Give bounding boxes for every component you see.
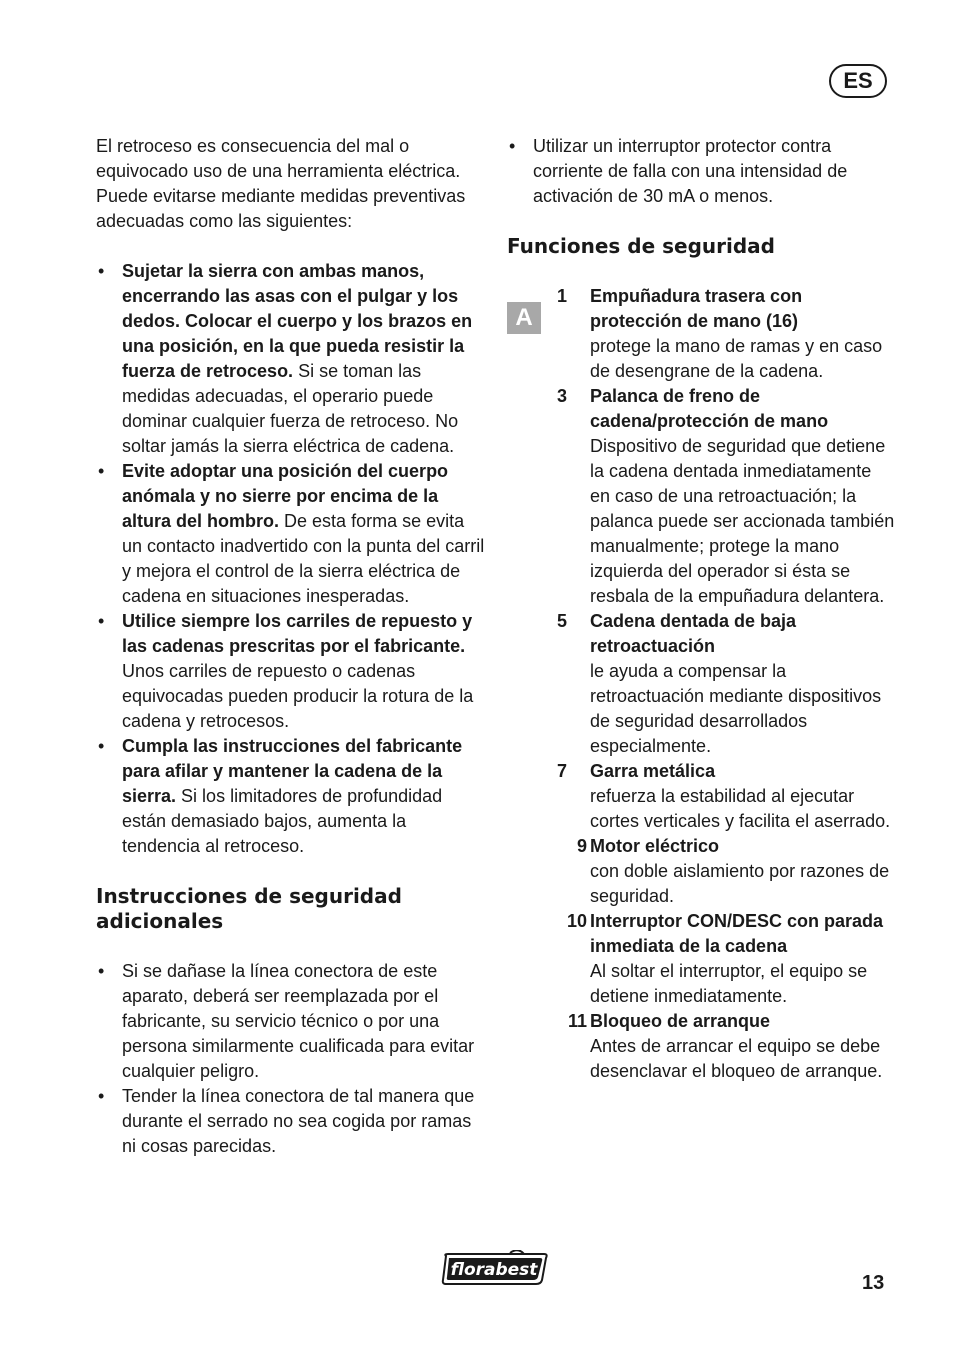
item-description: Al soltar el interruptor, el equipo se detiene inmediatamente. [590, 961, 868, 1006]
additional-safety-list [96, 959, 488, 1159]
item-description: refuerza la estabilidad al ejecutar cortes verticales y facilita el aserrado. [590, 786, 891, 831]
item-number: 3 [557, 386, 568, 406]
section-heading-safety-functions: Funciones de seguridad [507, 234, 775, 258]
rcd-list [507, 134, 895, 209]
list-item [96, 609, 488, 734]
item-title: Empuñadura trasera con protección de mano (16) [590, 286, 803, 331]
item-description: le ayuda a compensar la retroactuación mediante dispositivos de seguridad desarrollados especialmente. [590, 661, 882, 756]
safety-functions-list [557, 284, 895, 1084]
safety-function-item [557, 284, 895, 384]
item-title: Interruptor CON/DESC con parada inmediata de la cadena [590, 911, 884, 956]
list-item: • Si se dañase la línea conectora de este aparato, deberá ser reemplazada por el fabricante, su servicio técnico o por una persona similarmente cualificada para evitar cualquier peligro. [96, 959, 488, 1084]
bullet-emphasis: Cumpla las instrucciones del fabricante para afilar y mantener la cadena de la sierra. [122, 736, 463, 806]
intro-paragraph: El retroceso es consecuencia del mal o equivocado uso de una herramienta eléctrica. Puede evitarse mediante medidas preventivas adecuadas como las siguientes: [96, 136, 466, 231]
safety-functions-section [507, 284, 895, 1084]
page-number: 13 [862, 1272, 885, 1294]
item-title: Cadena dentada de baja retroactuación [590, 611, 797, 656]
bullet-text: Unos carriles de repuesto o cadenas equivocadas pueden producir la rotura de la cadena y retrocesos. [122, 661, 474, 731]
list-item: • Utilizar un interruptor protector contra corriente de falla con una intensidad de activación de 30 mA o menos. [507, 134, 895, 209]
item-description: Antes de arrancar el equipo se debe desenclavar el bloqueo de arranque. [590, 1036, 883, 1081]
item-description: protege la mano de ramas y en caso de desengrane de la cadena. [590, 336, 883, 381]
item-title: Palanca de freno de cadena/protección de mano [590, 386, 829, 431]
list-item: • Tender la línea conectora de tal manera que durante el serrado no sea cogida por ramas ni cosas parecidas. [96, 1084, 488, 1159]
item-description: Dispositivo de seguridad que detiene la cadena dentada inmediatamente en caso de una retroactuación; la palanca puede ser accionada también manualmente; protege la mano izquierda del operador si ésta se resbala de la empuñadura delantera. [590, 436, 895, 606]
item-number: 1 [557, 286, 568, 306]
safety-function-item [557, 384, 895, 609]
bullet-emphasis: Evite adoptar una posición del cuerpo anómala y no sierre por encima de la altura del hombro. [122, 461, 449, 531]
item-number: 9 [576, 836, 587, 856]
item-number: 11 [567, 1011, 587, 1031]
safety-function-item [557, 834, 895, 909]
item-title: Motor eléctrico [590, 836, 720, 856]
bullet-text: Si se toman las medidas adecuadas, el operario puede dominar cualquier fuerza de retroceso. No soltar jamás la sierra eléctrica de cadena. [122, 361, 459, 456]
left-column [96, 134, 488, 1159]
florabest-logo [440, 1250, 550, 1288]
list-item [96, 259, 488, 459]
right-column [507, 134, 895, 1084]
language-badge: ES [829, 64, 887, 98]
section-heading-additional-safety: Instrucciones de seguridad adicionales [96, 884, 402, 933]
item-description: con doble aislamiento por razones de seguridad. [590, 861, 890, 906]
kickback-measures-list [96, 259, 488, 859]
bullet-text: Si los limitadores de profundidad están demasiado bajos, aumenta la tendencia al retroceso. [122, 786, 443, 856]
list-item [96, 459, 488, 609]
list-item [96, 734, 488, 859]
safety-function-item [557, 909, 895, 1009]
bullet-emphasis: Utilice siempre los carriles de repuesto y las cadenas prescritas por el fabricante. [122, 611, 473, 656]
safety-function-item [557, 1009, 895, 1084]
logo-wordmark: florabest [450, 1260, 538, 1280]
item-number: 5 [557, 611, 568, 631]
bullet-emphasis: Sujetar la sierra con ambas manos, encerrando las asas con el pulgar y los dedos. Colocar el cuerpo y los brazos en una posición, en la que pueda resistir la fuerza de retroceso. [122, 261, 473, 381]
item-title: Bloqueo de arranque [590, 1011, 771, 1031]
bullet-text: De esta forma se evita un contacto inadvertido con la punta del carril y mejora el control de la sierra eléctrica de cadena en situaciones inesperadas. [122, 511, 485, 606]
item-title: Garra metálica [590, 761, 716, 781]
item-number: 10 [566, 911, 587, 931]
safety-function-item [557, 609, 895, 759]
safety-function-item [557, 759, 895, 834]
item-number: 7 [557, 761, 568, 781]
figure-reference-marker: A [507, 302, 541, 334]
